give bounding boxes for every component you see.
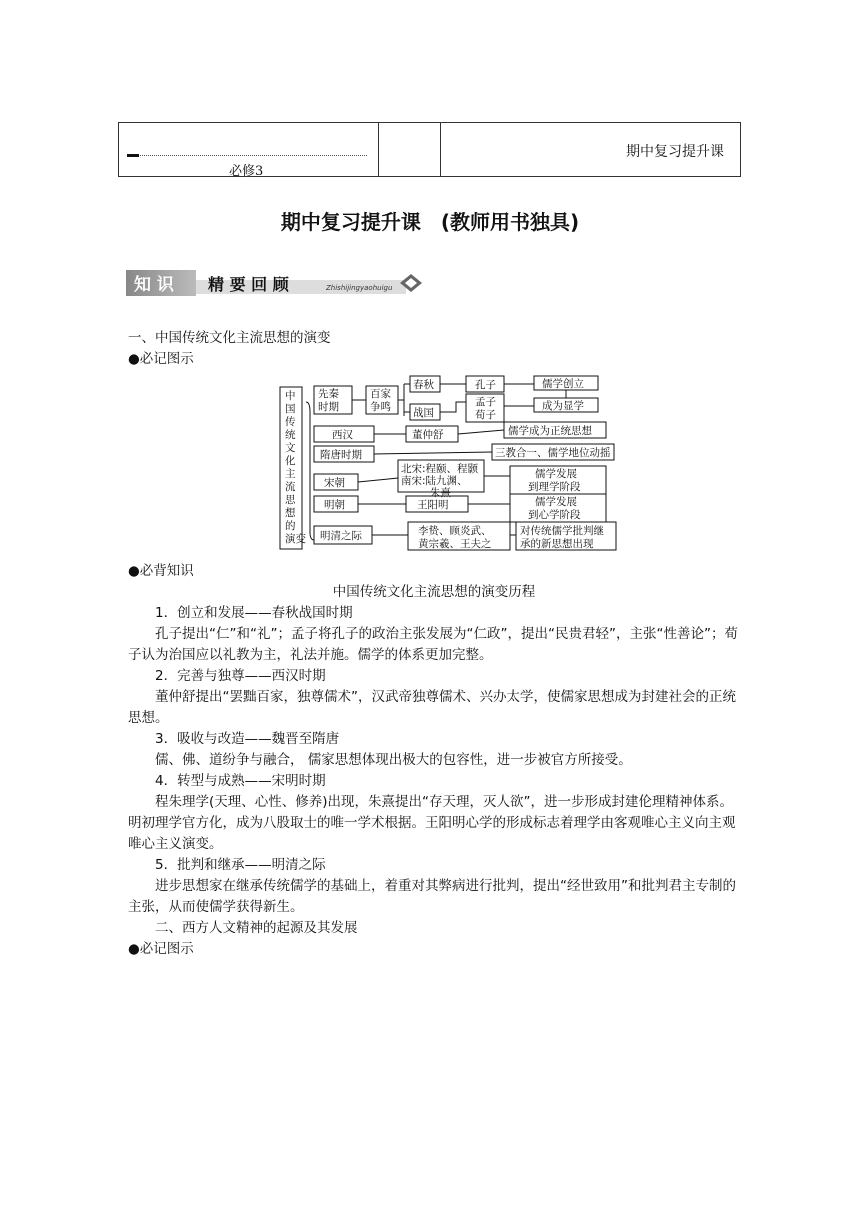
- svg-text:到理学阶段: 到理学阶段: [528, 481, 581, 493]
- evolution-diagram: [270, 372, 620, 552]
- textbook-label: 必修3: [229, 164, 264, 179]
- svg-text:争鸣: 争鸣: [370, 401, 391, 413]
- page-header-table: [118, 122, 741, 177]
- kongzi-label: 孔子: [475, 379, 496, 391]
- svg-text:思: 思: [285, 494, 296, 506]
- svg-text:黄宗羲、王夫之: 黄宗羲、王夫之: [418, 538, 492, 550]
- page-title: 期中复习提升课 (教师用书独具): [280, 210, 580, 234]
- svg-text:中: 中: [285, 390, 296, 402]
- svg-text:国: 国: [285, 403, 296, 415]
- zhanguo-label: 战国: [413, 407, 434, 419]
- period-mingqing-label: 明清之际: [320, 530, 362, 542]
- knowledge-body-3: 儒、佛、道纷争与融合， 儒家思想体现出极大的包容性，进一步被官方所接受。: [155, 752, 632, 768]
- chunqiu-label: 春秋: [413, 379, 434, 391]
- svg-text:统: 统: [285, 429, 296, 441]
- sanjiao-label: 三教合一、儒学地位动摇: [495, 447, 611, 459]
- svg-text:儒学发展: 儒学发展: [535, 468, 577, 480]
- svg-text:流: 流: [285, 481, 296, 493]
- diagram-vertical-title: [285, 389, 306, 545]
- section-banner: [126, 268, 430, 298]
- banner-right-text: 精 要 回 顾: [208, 275, 289, 294]
- knowledge-body-1: 孔子提出“仁”和“礼”；孟子将孔子的政治主张发展为“仁政”，提出“民贵君轻”，主张“性善论”；荀子认为治国应以礼教为主，礼法并施。儒学的体系更加完整。: [128, 626, 738, 663]
- svg-text:孟子: 孟子: [475, 396, 496, 408]
- svg-text:的: 的: [285, 520, 296, 532]
- header-rule: [127, 155, 367, 156]
- knowledge-label: ●必背知识: [128, 563, 194, 579]
- banner-left-text: 知 识: [134, 275, 174, 295]
- knowledge-body-2: 董仲舒提出“罢黜百家，独尊儒术”，汉武帝独尊儒术、兴办太学，使儒家思想成为封建社会的正统思想。: [128, 689, 736, 726]
- svg-text:对传统儒学批判继: 对传统儒学批判继: [520, 525, 604, 537]
- svg-text:化: 化: [285, 455, 296, 467]
- period-xihan-label: 西汉: [332, 429, 353, 441]
- wangyangming-label: 王阳明: [417, 499, 449, 511]
- knowledge-heading-3: 3．吸收与改造——魏晋至隋唐: [155, 731, 340, 747]
- knowledge-body-5: 进步思想家在继承传统儒学的基础上，着重对其弊病进行批判，提出“经世致用”和批判君主专制的主张，从而使儒学获得新生。: [128, 878, 736, 915]
- banner-pinyin: Zhishijingyaohuigu: [326, 284, 393, 292]
- period-xianqin-label: 先秦: [318, 388, 339, 400]
- period-ming-label: 明朝: [324, 499, 345, 511]
- svg-text:荀子: 荀子: [475, 409, 496, 421]
- xianxue-label: 成为显学: [542, 400, 584, 412]
- svg-text:北宋:程颐、程颢: 北宋:程颐、程颢: [401, 463, 479, 475]
- rujia-orthodox-label: 儒学成为正统思想: [508, 425, 592, 437]
- svg-text:朱熹: 朱熹: [430, 487, 451, 499]
- knowledge-body-4: 程朱理学(天理、心性、修养)出现，朱熹提出“存天理，灭人欲”，进一步形成封建伦理精神体系。明初理学官方化，成为八股取士的唯一学术根据。王阳明心学的形成标志着理学由客观唯心主义向主观唯心主义演变。: [128, 794, 736, 852]
- svg-text:传: 传: [285, 416, 296, 428]
- section1-diagram-label: ●必记图示: [128, 351, 194, 367]
- svg-text:李贽、顾炎武、: 李贽、顾炎武、: [418, 525, 492, 537]
- section2-diagram-label: ●必记图示: [128, 941, 194, 957]
- header-left-cell: [119, 123, 379, 179]
- svg-text:南宋:陆九渊、: 南宋:陆九渊、: [401, 475, 468, 487]
- svg-text:想: 想: [285, 507, 296, 519]
- svg-text:百家: 百家: [370, 388, 391, 400]
- chapter-label: 期中复习提升课: [626, 144, 724, 160]
- svg-text:承的新思想出现: 承的新思想出现: [520, 538, 594, 550]
- knowledge-heading-2: 2．完善与独尊——西汉时期: [155, 668, 326, 684]
- rujia-create-label: 儒学创立: [542, 378, 584, 390]
- section2-heading: 二、西方人文精神的起源及其发展: [155, 920, 358, 936]
- svg-text:主: 主: [285, 468, 296, 480]
- svg-text:时期: 时期: [318, 401, 339, 413]
- dongzhongshu-label: 董仲舒: [412, 429, 444, 441]
- svg-text:儒学发展: 儒学发展: [535, 496, 577, 508]
- header-middle-cell: [378, 123, 441, 176]
- svg-text:文: 文: [285, 442, 296, 454]
- section1-heading: 一、中国传统文化主流思想的演变: [128, 330, 331, 346]
- knowledge-heading-5: 5．批判和继承——明清之际: [155, 857, 326, 873]
- svg-text:到心学阶段: 到心学阶段: [528, 509, 581, 521]
- knowledge-section: [128, 561, 740, 960]
- period-suitang-label: 隋唐时期: [320, 449, 362, 461]
- knowledge-heading-4: 4．转型与成熟——宋明时期: [155, 773, 326, 789]
- period-song-label: 宋朝: [324, 477, 345, 489]
- section1-text: [128, 328, 740, 370]
- svg-text:演变: 演变: [285, 533, 306, 545]
- knowledge-subtitle: 中国传统文化主流思想的演变历程: [332, 584, 536, 600]
- diagram-bracket: [306, 402, 314, 540]
- knowledge-heading-1: 1．创立和发展——春秋战国时期: [155, 605, 353, 621]
